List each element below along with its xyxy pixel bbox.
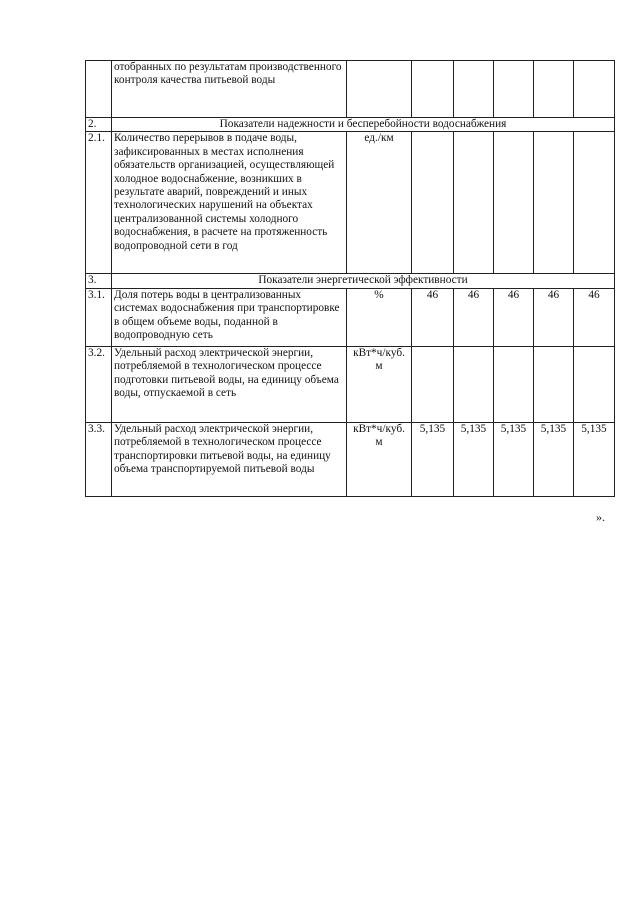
indicator-name: Удельный расход электрической энергии, потребляемой в технологическом процессе транспортировки питьевой воды, на единицу объема транспортируемой питьевой воды [112,422,347,496]
row-number [86,61,112,118]
indicator-value [574,61,615,118]
section-title: Показатели энергетической эффективности [112,274,615,288]
indicators-table [85,60,615,497]
indicator-unit: % [347,288,412,346]
row-number: 3.1. [86,288,112,346]
row-number: 2.1. [86,132,112,274]
indicator-name: отобранных по результатам производственного контроля качества питьевой воды [112,61,347,118]
indicator-value [494,132,534,274]
row-number: 3.2. [86,346,112,422]
indicator-unit: кВт*ч/куб. м [347,346,412,422]
indicator-value: 46 [534,288,574,346]
indicator-value: 5,135 [454,422,494,496]
indicator-value: 5,135 [534,422,574,496]
indicator-value [574,346,615,422]
indicator-value [494,346,534,422]
row-number: 3.3. [86,422,112,496]
indicator-value: 46 [494,288,534,346]
table-row [86,61,615,118]
indicator-value [574,132,615,274]
section-row [86,118,615,132]
section-title: Показатели надежности и бесперебойности водоснабжения [112,118,615,132]
row-number: 2. [86,118,112,132]
indicator-name: Доля потерь воды в централизованных системах водоснабжения при транспортировке в общем объеме воды, поданной в водопроводную сеть [112,288,347,346]
table-row [86,346,615,422]
indicator-unit [347,61,412,118]
indicator-name: Количество перерывов в подаче воды, зафиксированных в местах исполнения обязательств организацией, осуществляющей холодное водоснабжение, возникших в результате аварий, повреждений и иных технологических нарушений на объектах централизованной системы холодного водоснабжения, в расчете на протяженность водопроводной сети в год [112,132,347,274]
indicator-value: 5,135 [574,422,615,496]
indicator-value [494,61,534,118]
table-row [86,288,615,346]
indicator-value: 5,135 [494,422,534,496]
indicator-unit: ед./км [347,132,412,274]
indicator-unit: кВт*ч/куб. м [347,422,412,496]
indicator-value [412,132,454,274]
indicator-value [412,61,454,118]
section-row [86,274,615,288]
indicator-value [534,61,574,118]
indicator-value: 46 [412,288,454,346]
indicator-value [454,132,494,274]
table-row [86,422,615,496]
closing-quote: ». [596,510,605,524]
indicator-value [534,132,574,274]
indicator-value: 46 [574,288,615,346]
indicator-name: Удельный расход электрической энергии, потребляемой в технологическом процессе подготовки питьевой воды, на единицу объема воды, отпускаемой в сеть [112,346,347,422]
indicator-value [534,346,574,422]
indicator-value [454,346,494,422]
table-body [86,61,615,497]
indicator-value [412,346,454,422]
table-row [86,132,615,274]
row-number: 3. [86,274,112,288]
indicator-value [454,61,494,118]
indicator-value: 5,135 [412,422,454,496]
indicator-value: 46 [454,288,494,346]
